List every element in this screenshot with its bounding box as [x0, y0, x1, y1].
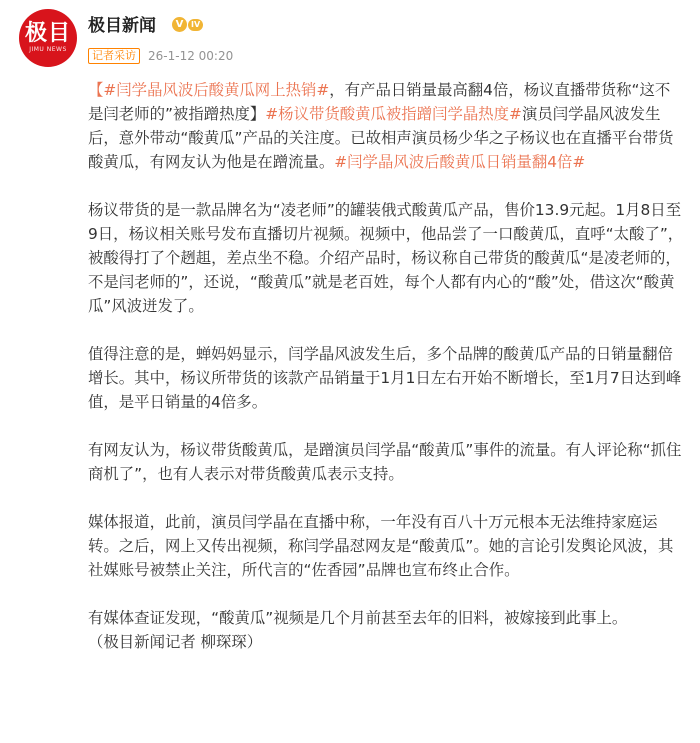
paragraph-2: 杨议带货的是一款品牌名为“凌老师”的罐装俄式酸黄瓜产品，售价13.9元起。1月8日至9日，杨议相关账号发布直播切片视频。视频中，他品尝了一口酸黄瓜，直呼“太酸了”，被酸得打了个趔趄，差点坐不稳。介绍产品时，杨议称自己带货的酸黄瓜“是凌老师的，不是闫老师的”，还说，“酸黄瓜”就是老百姓，每个人都有内心的“酸”处，借这次“酸黄瓜”风波迸发了。 — [88, 201, 684, 315]
paragraph-text: 演员闫学晶风波发生后，意外带动“酸黄瓜”产品的关注度。已故相声演员杨少华之子杨议也在直播平台带货酸黄瓜，有网友认为他是在蹭流量。 — [88, 105, 674, 171]
paragraph-3: 值得注意的是，蝉妈妈显示，闫学晶风波发生后，多个品牌的酸黄瓜产品的日销量翻倍增长。其中，杨议所带货的该款产品销量于1月1日左右开始不断增长，至1月7日达到峰值，是平日销量的4倍多。 — [88, 345, 682, 411]
paragraph-text: ，有产品日销量最高翻4倍，杨议直播带货称“这不是闫老师的”被指蹭热度】 — [88, 81, 671, 123]
hashtag-link[interactable]: #闫学晶风波后酸黄瓜日销量翻4倍# — [334, 153, 586, 171]
paragraph-gap — [88, 414, 684, 438]
paragraph-6: 有媒体查证发现，“酸黄瓜”视频是几个月前甚至去年的旧料，被嫁接到此事上。 — [88, 609, 628, 627]
avatar[interactable] — [19, 9, 77, 67]
level-badge: IV — [188, 19, 203, 31]
verified-v-icon: V — [172, 17, 187, 32]
avatar-logo-text: 极目 — [24, 21, 71, 46]
post-header — [0, 0, 700, 78]
source-tag: 记者采访 — [88, 48, 140, 64]
reporter-credit: （极目新闻记者 柳琛琛） — [88, 633, 263, 651]
paragraph-gap — [88, 486, 684, 510]
post-time[interactable]: 26-1-12 00:20 — [148, 49, 234, 63]
hashtag-link[interactable]: #杨议带货酸黄瓜被指蹭闫学晶热度# — [265, 105, 522, 123]
post-content — [88, 78, 684, 654]
paragraph-1 — [88, 78, 684, 174]
paragraph-gap — [88, 174, 684, 198]
paragraph-5: 媒体报道，此前，演员闫学晶在直播中称，一年没有百八十万元根本无法维持家庭运转。之后，网上又传出视频，称闫学晶怼网友是“酸黄瓜”。她的言论引发舆论风波，其社媒账号被禁止关注，所代言的“佐香园”品牌也宣布终止合作。 — [88, 513, 674, 579]
avatar-logo-subtext: JIMU NEWS — [29, 46, 67, 53]
paragraph-gap — [88, 582, 684, 606]
hashtag-link[interactable]: 【#闫学晶风波后酸黄瓜网上热销# — [88, 81, 330, 99]
paragraph-4: 有网友认为，杨议带货酸黄瓜，是蹭演员闫学晶“酸黄瓜”事件的流量。有人评论称“抓住商机了”，也有人表示对带货酸黄瓜表示支持。 — [88, 441, 682, 483]
paragraph-gap — [88, 318, 684, 342]
author-name[interactable]: 极目新闻 — [88, 16, 156, 36]
